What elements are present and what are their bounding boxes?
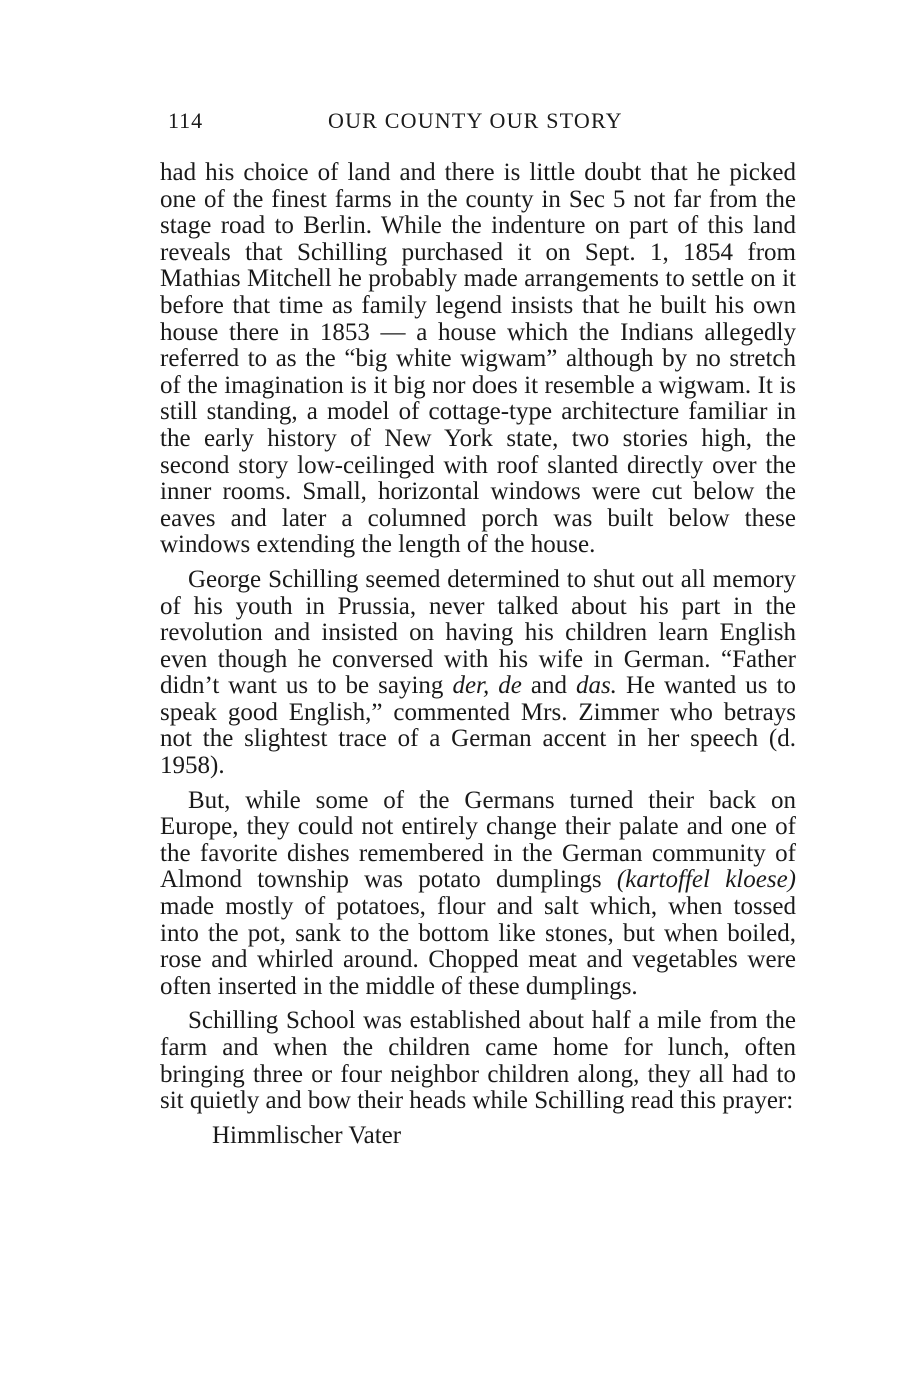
italic-text: das. (575, 672, 617, 700)
italic-text: (kartoffel kloese) (616, 866, 796, 894)
verse-line: Himmlischer Vater (212, 1121, 402, 1149)
body-text (160, 160, 796, 1157)
text-run: Schilling School was established about half a mile from the farm and when the children came home for lunch, often bringing three or four neighbor children along, they all had to sit quietly and bow their heads while Schilling read this prayer: (160, 1007, 796, 1115)
running-title: OUR COUNTY OUR STORY (328, 108, 623, 133)
italic-text: der, de (452, 672, 522, 700)
text-run: had his choice of land and there is little doubt that he picked one of the finest farms in the county in Sec 5 not far from the stage road to Berlin. While the indenture on part of this land reveals that Schilling purchased it on Sept. 1, 1854 from Mathias Mitchell he probably made arrangements to settle on it before that time as family legend insists that he built his own house there in 1853 — a house which the Indians allegedly referred to as the “big white wigwam” although by no stretch of the imagination is it big nor does it resemble a wigwam. It is still standing, a model of cottage-type architecture familiar in the early history of New York state, two stories high, the second story low-ceilinged with roof slanted directly over the inner rooms. Small, horizontal windows were cut below the eaves and later a columned porch was built below these windows extending the length of the house. (160, 159, 796, 559)
paragraph (160, 160, 796, 559)
paragraph (160, 567, 796, 780)
running-head (168, 108, 798, 140)
paragraph (160, 788, 796, 1001)
text-run: and (521, 672, 576, 700)
text-run: George Schilling seemed determined to shut out all memory of his youth in Prussia, never talked about his part in the revolution and insisted on having his children learn English even though he conversed with his wife in German. “Father didn’t want us to be saying (160, 565, 796, 700)
paragraph (160, 1008, 796, 1114)
text-run: He wanted us to speak good English,” commented Mrs. Zimmer who betrays not the slightest trace of a German accent in her speech (d. 1958). (160, 672, 796, 780)
text-run: But, while some of the Germans turned their back on Europe, they could not entirely change their palate and one of the favorite dishes remembered in the German community of Almond township was potato dumplings (160, 786, 796, 894)
page-number: 114 (168, 108, 204, 133)
text-run: made mostly of potatoes, flour and salt which, when tossed into the pot, sank to the bottom like stones, but when boiled, rose and whirled around. Chopped meat and vegetables were often inserted in the middle of these dumplings. (160, 893, 796, 1000)
